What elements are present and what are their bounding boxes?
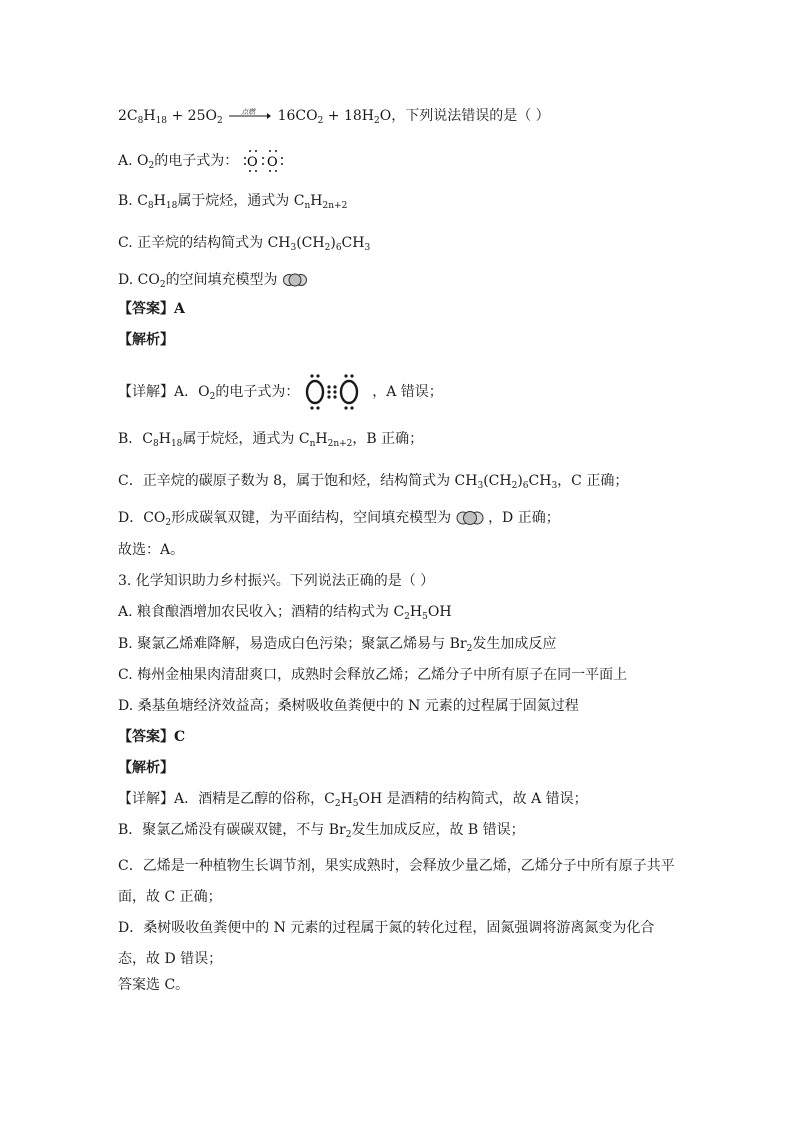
q3-analysis-heading: 【解析】: [118, 760, 174, 776]
svg-text:O: O: [266, 155, 278, 170]
q2-analysis-heading: 【解析】: [118, 332, 174, 348]
q3-option-d: D. 桑基鱼塘经济效益高；桑树吸收鱼粪便中的 N 元素的过程属于固氮过程: [118, 698, 579, 714]
q3-detail-c: C．乙烯是一种植物生长调节剂，果实成熟时，会释放少量乙烯，乙烯分子中所有原子共平面，故 C 正确；: [118, 858, 675, 905]
q2-conclusion: 故选：A。: [118, 542, 185, 558]
q3-stem: 3. 化学知识助力乡村振兴。下列说法正确的是（ ）: [118, 573, 435, 589]
q2-detail-d: D．$CO_2$形成碳氧双键，为平面结构，空间填充模型为 ，D 正确；: [118, 510, 560, 528]
q2-detail-c: C．正辛烷的碳原子数为 8，属于饱和烃，结构简式为 $CH_3(CH_2)_6CH_3$，C 正确；: [118, 473, 629, 491]
q3-detail-d: D．桑树吸收鱼粪便中的 N 元素的过程属于氮的转化过程，固氮强调将游离氮变为化合态，故 D 错误；: [118, 920, 655, 967]
svg-text:O: O: [246, 155, 258, 170]
q2-option-d: D. $CO_2$的空间填充模型为: [118, 270, 308, 290]
q2-detail-a: 【详解】A．$O_2$的电子式为： ，A 错误；: [118, 373, 443, 411]
q3-detail-b: B．聚氯乙烯没有碳碳双键，不与 $Br_2$发生加成反应，故 B 错误；: [118, 822, 525, 840]
o2-lewis-structure-correct-icon: [304, 373, 368, 411]
q3-option-b: B. 聚氯乙烯难降解，易造成白色污染；聚氯乙烯易与 $Br_2$发生加成反应: [118, 636, 557, 654]
q2-stem: $2C_8H_{18} + 25O_2$ 点燃 $16CO_2 + 18H_2O$，下列说法错误的是（ ）: [118, 108, 550, 126]
q2-option-b: B. $C_8H_{18}$属于烷烃，通式为 $C_nH_{2n+2}$: [118, 193, 348, 211]
co2-space-filling-model-icon: [456, 510, 484, 526]
q3-detail-a: 【详解】A．酒精是乙醇的俗称，$C_2H_5OH$ 是酒精的结构简式，故 A 错误；: [118, 791, 588, 809]
q3-option-c: C. 梅州金柚果肉清甜爽口，成熟时会释放乙烯；乙烯分子中所有原子在同一平面上: [118, 667, 628, 683]
q2-option-c: C. 正辛烷的结构简式为 $CH_3(CH_2)_6CH_3$: [118, 235, 371, 253]
reaction-arrow-icon: 点燃: [229, 108, 271, 122]
o2-lewis-structure-wrong-icon: [243, 148, 293, 174]
q3-answer: 【答案】C: [118, 729, 186, 745]
q2-option-a: A. $O_2$的电子式为： O O: [118, 148, 293, 174]
q3-conclusion: 答案选 C。: [118, 977, 190, 993]
q2-detail-b: B．$C_8H_{18}$属于烷烃，通式为 $C_nH_{2n+2}$，B 正确；: [118, 431, 424, 449]
co2-space-filling-model-icon: [282, 273, 308, 287]
q2-answer: 【答案】A: [118, 301, 185, 317]
q3-option-a: A. 粮食酿酒增加农民收入；酒精的结构式为 $C_2H_5OH$: [118, 604, 452, 622]
